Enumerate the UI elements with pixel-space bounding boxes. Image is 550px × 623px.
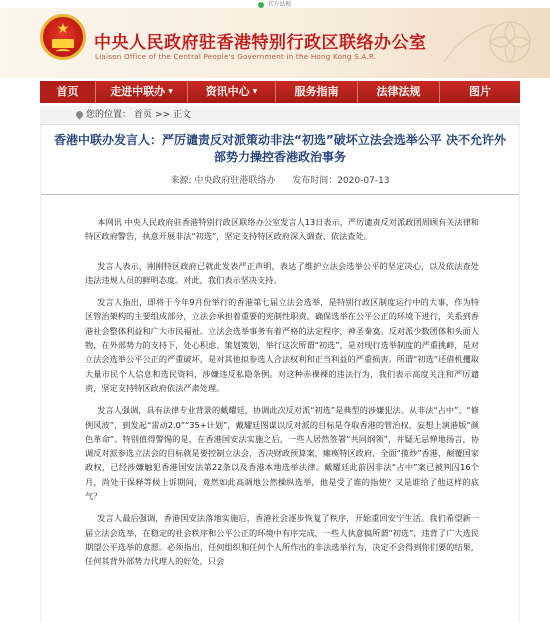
- breadcrumb-home-link[interactable]: 首页: [134, 110, 153, 120]
- nav-photos-label: 图片: [469, 85, 491, 98]
- breadcrumb-current: 正文: [173, 110, 192, 120]
- nav-home-label: 首页: [56, 85, 79, 98]
- breadcrumb-separator: >>: [155, 110, 171, 120]
- bauhinia-decoration-icon: [424, 12, 544, 74]
- breadcrumb-prefix: 您的位置：: [86, 110, 132, 120]
- article-paragraph: 发言人表示，刚刚特区政府已就此发表严正声明，表达了维护立法会选举公平的坚定决心，以及依法查处违法违规人员的鲜明态度。对此，我们表示坚决支持。: [85, 260, 479, 285]
- nav-about-label: 走进中联办: [110, 85, 166, 98]
- article-time: 发布时间：2020-07-13: [292, 176, 390, 186]
- nav-laws[interactable]: [358, 81, 440, 103]
- article-paragraph: 发言人指出，即将于今年9月份举行的香港第七届立法会选举，是特别行政区制度运行中的大事，作为特区管治架构的主要组成部分，立法会承担着重要的宪制性职责。确保选举在公平公正的环境下进行，关系到香港社会整体利益和广大市民福祉。立法会选举事务有着严格的法定程序，神圣秦寞。反对派少数团体和头面人物，在外部势力的支持下，处心积虑、策划策划，举行这次所谓“初选”，是对现行选举制度的严重挑衅，是对立法会选举公平公正的严重破坏，是对其他拟参选人合法权利和正当利益的严重损害。所谓“初选”还借机攫取大量市民个人信息和选民资料，涉嫌违反私隐条例。对这种赤裸裸的违法行为，我们表示高度关注和严厉谴责，坚定支持特区政府依法严肃处理。: [85, 297, 479, 393]
- official-account-label: 官方站账: [267, 1, 292, 8]
- location-pin-icon: [75, 110, 85, 120]
- nav-news-label: 资讯中心: [205, 85, 250, 98]
- main-nav: [40, 81, 520, 103]
- nav-news[interactable]: [188, 81, 276, 103]
- national-emblem-icon: ★: [40, 14, 86, 60]
- article-paragraph: 发言人强调，具有法律专业背景的戴耀廷，协调此次反对派“初选”是典型的涉嫌犯法。从非法“占中”、“修例风波”，到发起“雷动2.0”“35+计划”，戴耀廷图谋以反对派的目标是夺取香港的管治权，妄想上演港版“颜色革命”。特别值得警惕的是，在香港国安法实施之后，一些人居然签署“共同纲领”，并疑无忌惮地扬言，协调反对派参选立法会的目标就是要控制立法会，否决财政预算案，瘫痪特区政府，全面“揽炒”香港，颠覆国家政权，已经涉嫌触犯香港国安法第22条以及香港本地选举法律。戴耀廷此前因非法“占中”案已被判囚16个月，尚处于保释等候上诉期间，竟然如此高调地公然操纵选举，他是受了谁的指使？又是谁给了他这样的底气？: [85, 405, 479, 502]
- nav-services-label: 服务指南: [294, 85, 339, 98]
- article-body: [41, 195, 519, 569]
- chevron-down-icon: ▼: [252, 88, 258, 95]
- org-title: 中央人民政府驻香港特别行政区联络办公室: [94, 33, 427, 53]
- article-meta: [41, 173, 519, 186]
- site-header: [0, 8, 550, 78]
- nav-about[interactable]: [96, 81, 188, 103]
- nav-home[interactable]: [40, 81, 96, 103]
- article-paragraph: 发言人最后强调，香港国安法落地实施后，香港社会逐步恢复了秩序，开始重回安宁生活。我们希望新一届立法会选举，在稳定的社会秩序和公平公正的环境中有序完成，一些人执意搞所谓“初选”，违背了广大选民期望公平选举的意愿。必须指出，任何组织和任何个人所作出的非法选举行为，决定不会得到你们要的结果，任何其背外部势力代理人的好处，只会: [85, 513, 479, 567]
- nav-laws-label: 法律法规: [376, 85, 421, 98]
- article-paragraph: 本网讯 中央人民政府驻香港特别行政区联络办公室发言人13日表示，严厉谴责反对派政团周顾有关法律和特区政府警告，执意开展非法“初选”，坚定支持特区政府深入调查、依法查处。: [85, 217, 479, 242]
- nav-photos[interactable]: [440, 81, 520, 103]
- nav-services[interactable]: [276, 81, 358, 103]
- article-source: 来源: 中央政府驻港联络办: [170, 176, 276, 186]
- article-title: 香港中联办发言人：严厉谴责反对派策动非法“初选”破坏立法会选举公平 决不允许外部势力操控香港政治事务: [54, 133, 506, 164]
- chevron-down-icon: ▼: [168, 88, 173, 95]
- verified-icon: [258, 2, 264, 8]
- article: [40, 125, 520, 623]
- breadcrumb: [40, 106, 520, 125]
- org-subtitle: Liaison Office of the Central People's Government in the Hong Kong S.A.R.: [95, 52, 377, 61]
